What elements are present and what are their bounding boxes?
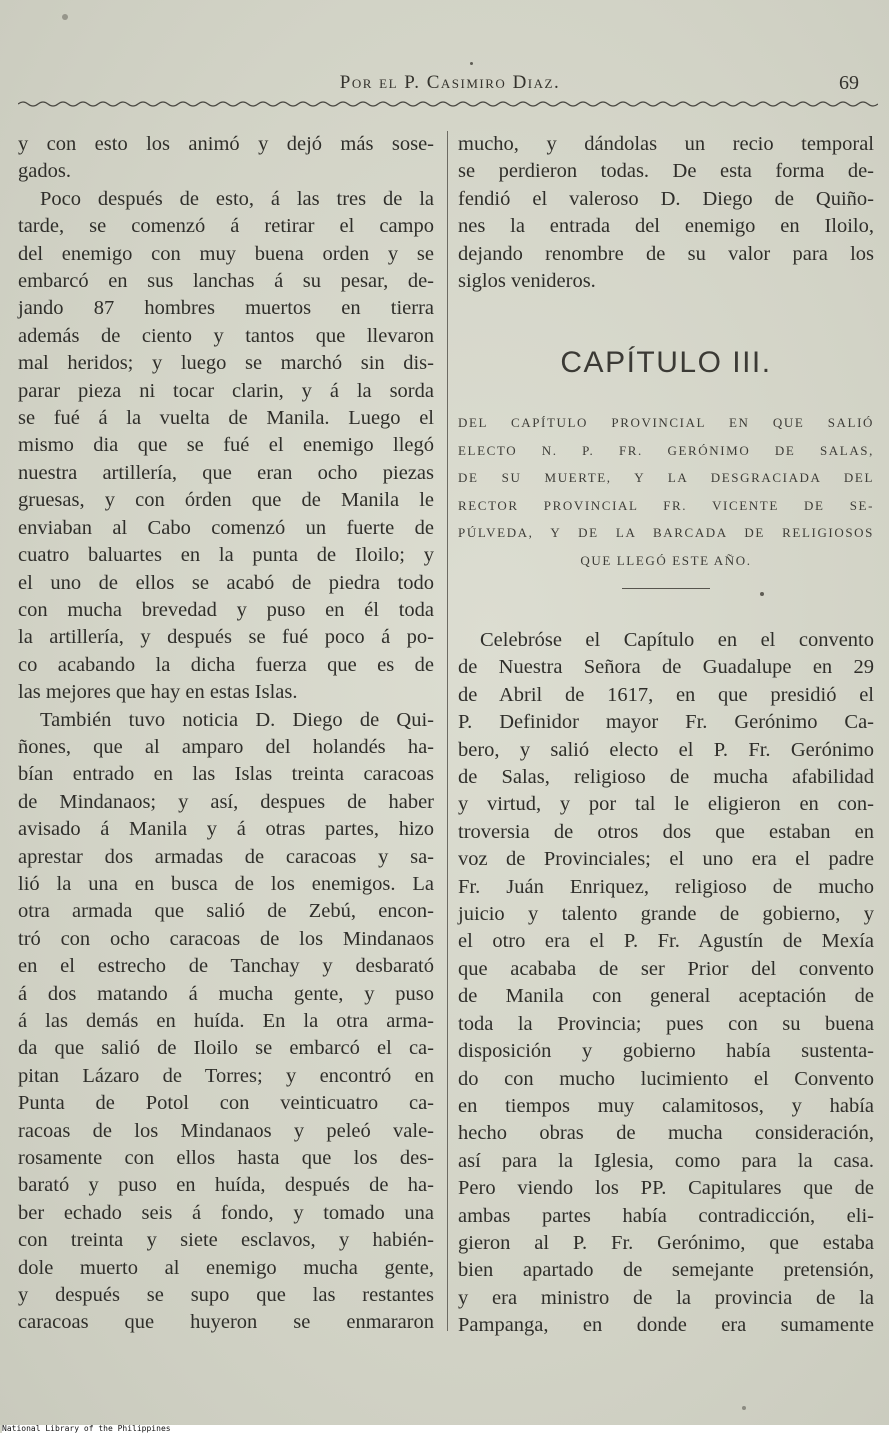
chapter-summary — [458, 409, 874, 574]
chapter-rule — [622, 588, 710, 589]
text-line: se fué á la vuelta de Manila. Luego el — [18, 407, 434, 430]
text-line: y era ministro de la provincia de la — [458, 1286, 874, 1309]
text-line: de Nuestra Señora de Guadalupe en 29 — [458, 656, 874, 679]
text-line: troversia de otros dos que estaban en — [458, 820, 874, 843]
text-line: pitan Lázaro de Torres; y encontró en — [18, 1064, 434, 1087]
paper-speck — [62, 14, 68, 20]
text-line: rosamente con ellos hasta que los des- — [18, 1147, 434, 1170]
text-line: disposición y gobierno había sustenta- — [458, 1040, 874, 1063]
text-line: del enemigo con muy buena orden y se — [18, 242, 434, 265]
text-line: las mejores que hay en estas Islas. — [18, 681, 298, 704]
text-line: P. Definidor mayor Fr. Gerónimo Ca- — [458, 711, 874, 734]
text-line: jando 87 hombres muertos en tierra — [18, 297, 434, 320]
summary-line: DEL CAPÍTULO PROVINCIAL EN QUE SALIÓ — [458, 415, 874, 430]
text-line: así para la Iglesia, como para la casa. — [458, 1149, 874, 1172]
text-line: en el estrecho de Tanchay y desbarató — [18, 955, 434, 978]
text-line: mucho, y dándolas un recio temporal — [458, 133, 874, 155]
text-line: También tuvo noticia D. Diego de Qui- — [40, 708, 434, 731]
summary-line: RECTOR PROVINCIAL FR. VICENTE DE SE- — [458, 497, 874, 513]
text-line: lió la una en busca de los enemigos. La — [18, 872, 434, 895]
text-line: bien apartado de semejante pretensión, — [458, 1259, 874, 1282]
text-line: en tiempos muy calamitosos, y había — [458, 1094, 874, 1117]
text-line: ambas partes había contradicción, eli- — [458, 1204, 874, 1227]
text-line: que acababa de ser Prior del convento — [458, 957, 874, 980]
text-line: ber echado seis á fondo, y tomado una — [18, 1201, 434, 1224]
text-line: do con mucho lucimiento el Convento — [458, 1067, 874, 1090]
text-line: á las demás en huída. En la otra arma- — [18, 1010, 434, 1032]
text-line: barató y puso en huída, después de ha- — [18, 1174, 434, 1197]
text-line: tró con ocho caracoas de los Mindanaos — [18, 927, 434, 950]
text-line: ñones, que al amparo del holandés ha- — [18, 735, 434, 758]
text-line: de Abril de 1617, en que presidió el — [458, 683, 874, 706]
text-line: y virtud, y por tal le eligieron en con- — [458, 793, 874, 816]
chapter-title: CAPÍTULO III. — [560, 346, 772, 379]
text-line: parar pieza ni tocar clarin, y á la sorda — [18, 379, 434, 402]
text-line: bían entrado en las Islas treinta caracoas — [18, 763, 434, 786]
text-line: Pampanga, en donde era sumamente — [458, 1314, 874, 1337]
column-divider — [447, 131, 448, 1331]
left-column — [18, 131, 434, 1337]
text-line: embarcó en sus lanchas á su pesar, de- — [18, 270, 434, 293]
text-line: Celebróse el Capítulo en el convento — [480, 629, 874, 651]
text-line: gieron al P. Fr. Gerónimo, que estaba — [458, 1231, 874, 1254]
text-line: voz de Provinciales; el uno era el padre — [458, 848, 874, 871]
text-line: dole muerto al enemigo mucha gente, — [18, 1256, 434, 1279]
text-line: además de ciento y tantos que llevaron — [18, 324, 434, 347]
text-line: Poco después de esto, á las tres de la — [40, 187, 434, 210]
text-line: Fr. Juán Enriquez, religioso de mucho — [458, 875, 874, 898]
summary-line: PÚLVEDA, Y DE LA BARCADA DE RELIGIOSOS — [458, 525, 874, 540]
text-line: gruesas, y con órden que de Manila le — [18, 489, 434, 512]
text-line: de Mindanaos; y así, despues de haber — [18, 790, 434, 813]
right-column-top — [458, 131, 874, 295]
text-line: juicio y talento grande de gobierno, y — [458, 903, 874, 926]
text-line: de Manila con general aceptación de — [458, 985, 874, 1008]
library-credit: National Library of the Philippines — [2, 1425, 889, 1433]
text-line: y con esto los animó y dejó más sose- — [18, 133, 434, 155]
text-line: con treinta y siete esclavos, y habién- — [18, 1229, 434, 1252]
summary-line: QUE LLEGÓ ESTE AÑO. — [580, 552, 752, 568]
text-line: otra armada que salió de Zebú, encon- — [18, 900, 434, 923]
paper-speck — [742, 1406, 746, 1410]
text-line: enviaban al Cabo comenzó un fuerte de — [18, 516, 434, 539]
text-line: la artillería, y después se fué poco á po- — [18, 626, 434, 649]
text-line: avisado á Manila y á otras partes, hizo — [18, 818, 434, 841]
text-line: toda la Provincia; pues con su buena — [458, 1012, 874, 1035]
text-line: racoas de los Mindanaos y peleó vale- — [18, 1119, 434, 1142]
text-line: hecho obras de mucha consideración, — [458, 1122, 874, 1145]
text-line: caracoas que huyeron se enmararon — [18, 1311, 434, 1334]
text-line: co acabando la dicha fuerza que es de — [18, 653, 434, 676]
right-column-body — [458, 627, 874, 1340]
page-number: 69 — [839, 72, 859, 94]
text-line: de Salas, religioso de mucha afabilidad — [458, 766, 874, 789]
text-line: cuatro baluartes en la punta de Iloilo; y — [18, 544, 434, 567]
running-title: Por el P. Casimiro Diaz. — [339, 72, 561, 93]
text-line: da que salió de Iloilo se embarcó el ca- — [18, 1037, 434, 1060]
text-line: bero, y salió electo el P. Fr. Gerónimo — [458, 738, 874, 761]
text-line: Punta de Potol con veinticuatro ca- — [18, 1092, 434, 1115]
text-line: mismo dia que se fué el enemigo llegó — [18, 434, 434, 457]
summary-line: DE SU MUERTE, Y LA DESGRACIADA DEL — [458, 470, 874, 485]
wavy-header-rule — [18, 100, 878, 108]
text-line: se perdieron todas. De esta forma de- — [458, 160, 874, 183]
text-line: el otro era el P. Fr. Agustín de Mexía — [458, 930, 874, 953]
summary-line: ELECTO N. P. FR. GERÓNIMO DE SALAS, — [458, 442, 874, 458]
text-line: con mucha brevedad y puso en él toda — [18, 598, 434, 621]
text-line: fendió el valeroso D. Diego de Quiño- — [458, 187, 874, 210]
text-line: y después se supo que las restantes — [18, 1284, 434, 1307]
text-line: aprestar dos armadas de caracoas y sa- — [18, 845, 434, 868]
text-line: á dos matando á mucha gente, y puso — [18, 982, 434, 1005]
text-line: Pero viendo los PP. Capitulares que de — [458, 1177, 874, 1200]
text-line: nuestra artillería, que eran ocho piezas — [18, 461, 434, 484]
text-line: tarde, se comenzó á retirar el campo — [18, 215, 434, 238]
running-head — [0, 72, 889, 102]
paper-speck — [470, 62, 473, 65]
text-line: siglos venideros. — [458, 270, 596, 293]
text-line: nes la entrada del enemigo en Iloilo, — [458, 215, 874, 238]
text-line: el uno de ellos se acabó de piedra todo — [18, 571, 434, 594]
text-line: dejando renombre de su valor para los — [458, 242, 874, 265]
text-line: mal heridos; y luego se marchó sin dis- — [18, 352, 434, 375]
paper-speck — [760, 592, 764, 596]
text-line: gados. — [18, 160, 71, 183]
